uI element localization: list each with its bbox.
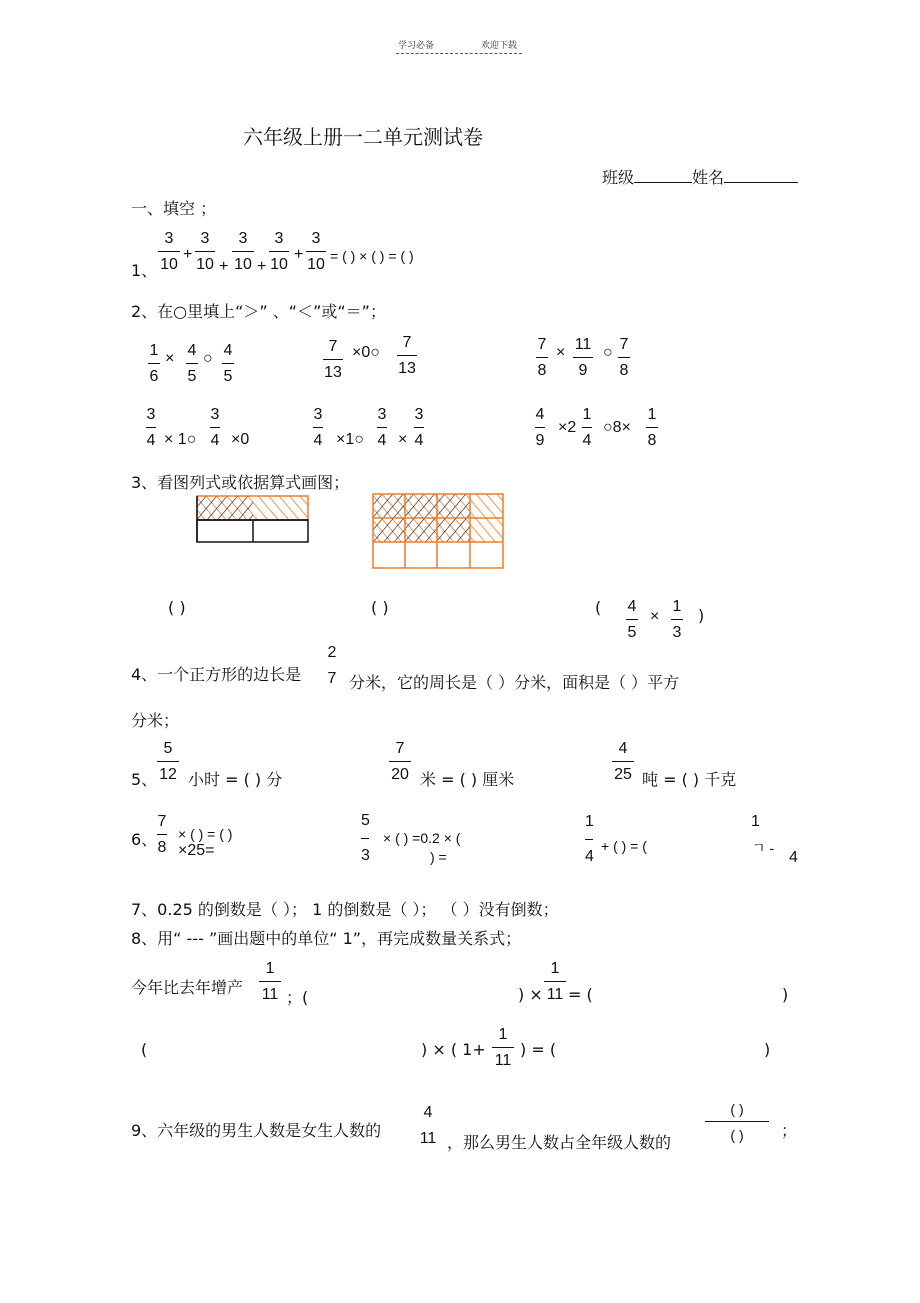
q8-line1-blank-open[interactable]: ；( [286,988,309,1007]
q5-conversion-hours[interactable]: 小时 = ( ) 分 [188,770,283,789]
q2-fraction: 3 4 [313,406,323,449]
q6-fraction: 5 3 [361,812,370,864]
q2-fraction: 7 13 [324,338,342,381]
q4-fraction: 2 7 [327,644,337,687]
q3-answer-blank-1[interactable]: ( ) [168,598,186,617]
q6-expression-a-bottom[interactable]: ×25= [178,842,215,859]
q2-expression: ×2 [558,419,577,436]
times-sign: × [556,344,566,361]
q3-stem: 3、看图列式或依据算式画图； [131,473,350,492]
q4-rest[interactable]: 分米，它的周长是（ ）分米，面积是（ ）平方 [349,673,680,692]
q8-line2-close: ) [764,1040,771,1059]
q8-line2-open[interactable]: ( [141,1040,148,1059]
header-left: 学习必备 [398,41,435,51]
times-sign: × [398,431,408,448]
q1-plus: + [294,246,304,263]
q1-number: 1、 [131,261,158,280]
q2-fraction: 11 9 [574,336,592,379]
fraction-figure-right [366,488,508,572]
q7-reciprocal-question[interactable]: 7、0.25 的倒数是（ ）； 1 的倒数是（ ）； （ ）没有倒数； [131,900,559,919]
q9-end: ； [781,1121,798,1140]
q4-continuation: 分米； [131,711,180,730]
q6-expression-a-top[interactable]: × ( ) = ( ) [178,826,233,842]
q1-plus: + [183,246,193,263]
q5-conversion-tons[interactable]: 吨 = ( ) 千克 [642,770,737,789]
q8-line1-text: 今年比去年增产 [131,978,244,997]
header-right: 欢迎下载 [481,41,518,51]
q2-fraction: 3 4 [377,406,387,449]
q8-line1-times: ) × [518,985,543,1004]
q5-conversion-meters[interactable]: 米 = ( ) 厘米 [420,770,515,789]
q1-fraction: 3 10 [196,230,214,273]
q6-fraction: 1 4 [585,813,594,865]
q1-result-blanks[interactable]: = ( ) × ( ) = ( ) [330,248,414,264]
q8-fraction: 1 11 [259,960,281,1004]
compare-circle[interactable]: ○ [203,350,213,367]
q2-fraction: 1 4 [582,406,592,449]
q4-stem: 4、一个正方形的边长是 [131,665,302,684]
q6-fraction: 1 [751,813,760,830]
q9-stem: 9、六年级的男生人数是女生人数的 [131,1121,382,1140]
q2-fraction: 7 8 [537,336,547,379]
q2-fraction: 3 4 [210,406,220,449]
times-sign: × [165,350,175,367]
q6-number: 6、 [131,830,158,849]
q9-answer-fraction[interactable]: ( ) ( ) [705,1100,769,1144]
q1-fraction: 3 10 [232,230,254,274]
q1-fraction: 3 10 [270,230,288,273]
q9-fraction: 4 11 [419,1104,437,1147]
q9-rest: ，那么男生人数占全年级人数的 [447,1133,672,1152]
q2-expression[interactable]: × 1○ [164,431,197,448]
compare-circle[interactable]: ○ [603,344,613,361]
q1-plus: + [219,258,229,275]
q5-fraction: 5 12 [157,740,179,784]
q3-paren-close: ) [698,606,705,625]
section-heading: 一、填空 ； [131,199,217,218]
fraction-figure-left [190,490,318,550]
q2-fraction: 3 4 [414,406,424,449]
name-blank[interactable] [724,166,798,183]
q6-fraction-denominator: 4 [789,849,798,866]
q8-stem: 8、用“ --- ”画出题中的单位“ 1”，再完成数量关系式； [131,929,522,948]
q2-fraction: 3 4 [146,406,156,449]
q2-expression[interactable]: ×0○ [352,344,380,361]
q1-plus: + [257,258,267,275]
q6-expression-c[interactable]: + ( ) = ( [601,838,647,854]
q1-fraction: 3 10 [158,230,180,274]
q2-fraction: 1 8 [647,406,657,449]
q2-fraction: 1 6 [149,342,159,385]
header-divider [396,53,522,54]
q8-fraction: 1 11 [492,1026,514,1070]
q2-stem: 2、在○里填上“＞” 、“＜”或“＝”； [131,302,386,321]
q6-expression-b-bottom[interactable]: ) = [430,849,447,865]
page-title: 六年级上册一二单元测试卷 [243,125,483,149]
q3-paren-open: ( [595,598,602,617]
q6-expression-b-top[interactable]: × ( ) =0.2 × ( [383,830,461,846]
compare-circle[interactable]: ○8× [603,419,631,436]
q2-expression[interactable]: ×1○ [336,431,364,448]
q2-fraction: 4 9 [535,406,545,449]
q3-fraction: 4 5 [627,598,637,641]
q3-answer-blank-2[interactable]: ( ) [371,598,389,617]
q8-line1-equals[interactable]: = ( [568,985,593,1004]
times-sign: × [650,608,660,625]
q2-fraction: 4 5 [223,342,233,385]
q8-line1-close: ) [782,985,789,1004]
q2-expression-tail: ×0 [231,431,250,448]
q5-fraction: 7 20 [389,740,411,784]
q5-number: 5、 [131,770,158,789]
q6-expression-d: ㄱ - [752,840,775,856]
class-label: 班级 [602,168,635,187]
q8-line2-equals[interactable]: ) = ( [520,1040,557,1059]
q8-fraction: 1 11 [544,960,566,1004]
q2-fraction: 7 8 [619,336,629,379]
q2-fraction: 4 5 [187,342,197,385]
name-label: 姓名 [692,168,725,187]
q6-fraction: 7 8 [157,813,167,856]
q3-fraction: 1 3 [672,598,682,641]
q8-line2-times: ) × ( 1+ [421,1040,486,1059]
q2-fraction: 7 13 [398,334,416,377]
q5-fraction: 4 25 [612,740,634,784]
class-blank[interactable] [634,166,692,183]
class-name-line [602,165,798,188]
q1-fraction: 3 10 [307,230,325,273]
